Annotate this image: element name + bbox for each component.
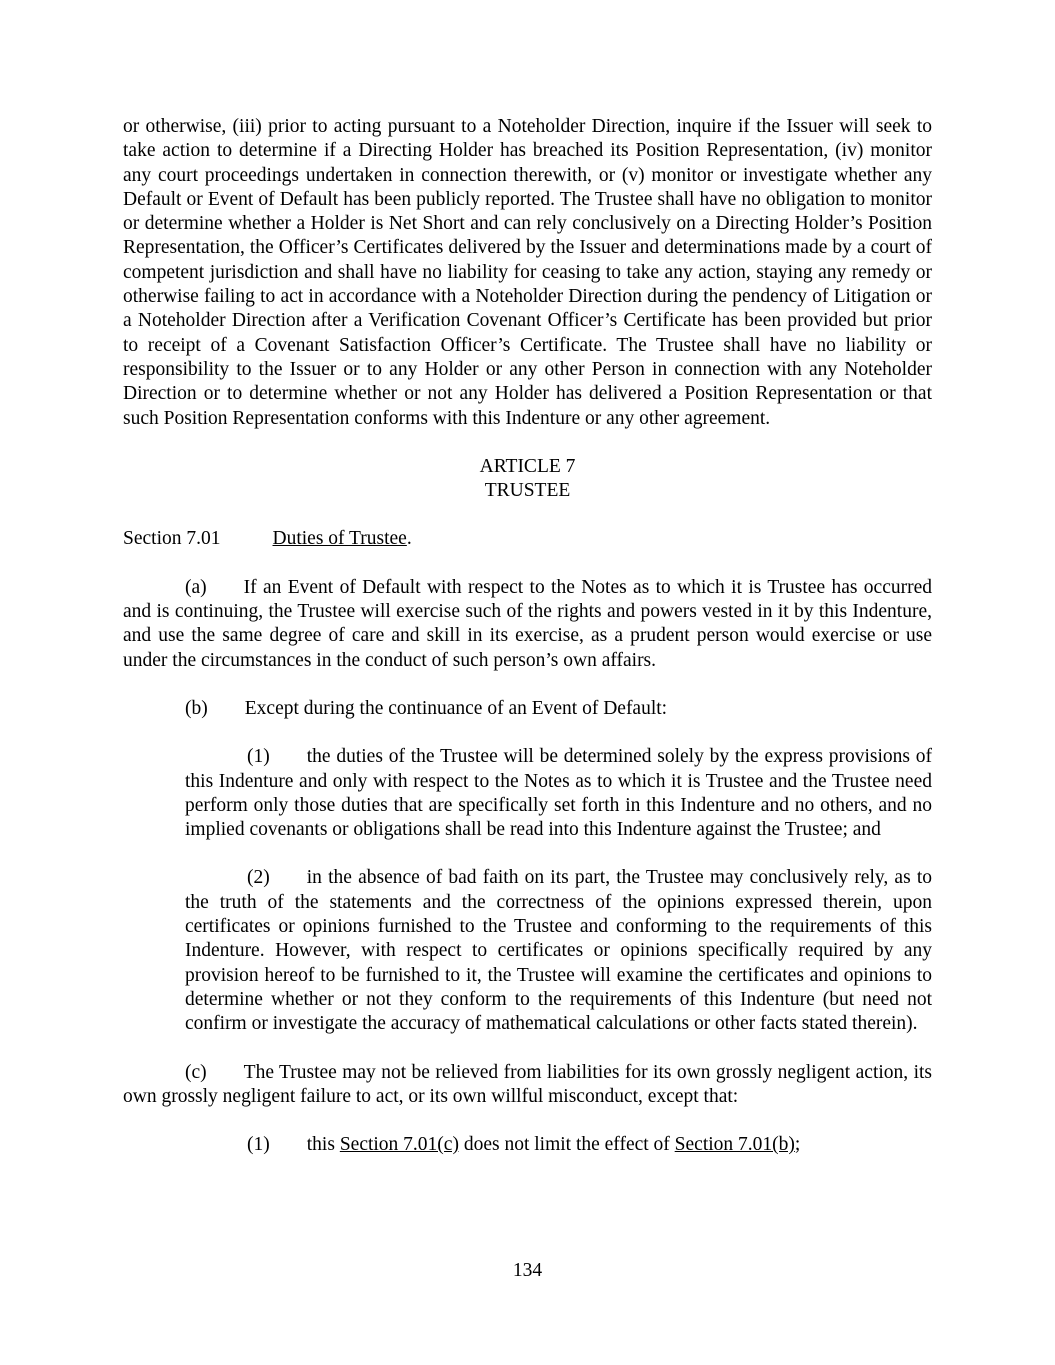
paragraph-b2 <box>185 866 932 1036</box>
paragraph-c1-text-middle: does not limit the effect of <box>458 1134 675 1156</box>
xref-section-701c-link[interactable]: Section 7.01(c) <box>339 1134 459 1156</box>
paragraph-b1-text: the duties of the Trustee will be determined solely by the express provisions of this Indenture and only with respect to the Notes as to which it is Trustee and the Trustee need perform only those duties that are specifically set forth in this Indenture and no others, and no implied covenants or obligations shall be read into this Indenture against the Trustee; and <box>185 746 932 841</box>
paragraph-a <box>123 576 932 673</box>
intro-paragraph: or otherwise, (iii) prior to acting pursuant to a Noteholder Direction, inquire if the Issuer will seek to take action to determine if a Directing Holder has breached its Position Representation, (iv) monitor any court proceedings undertaken in connection therewith, or (v) monitor or investigate whether any Default or Event of Default has been publicly reported. The Trustee shall have no obligation to monitor or determine whether a Holder is Net Short and can rely conclusively on a Directing Holder’s Position Representation, the Officer’s Certificates delivered by the Issuer and determinations made by a court of competent jurisdiction and shall have no liability for ceasing to take any action, staying any remedy or otherwise failing to act in accordance with a Noteholder Direction during the pendency of Litigation or a Noteholder Direction after a Verification Covenant Officer’s Certificate has been provided but prior to receipt of a Covenant Satisfaction Officer’s Certificate. The Trustee shall have no liability or responsibility to the Issuer or to any Holder or any other Person in connection with any Noteholder Direction or to determine whether or not any Holder has delivered a Position Representation or that such Position Representation conforms with this Indenture or any other agreement. <box>123 116 932 429</box>
paragraph-b1 <box>185 745 932 842</box>
paragraph-c1-label: (1) <box>247 1134 270 1156</box>
page-number: 134 <box>512 1259 543 1281</box>
paragraph-b-label: (b) <box>185 697 208 719</box>
paragraph-a-text: If an Event of Default with respect to the Notes as to which it is Trustee has occurred and is continuing, the Trustee will exercise such of the rights and powers vested in it by this Indenture, and use the same degree of care and skill in its exercise, as a prudent person would exercise or use under the circumstances in the conduct of such person’s own affairs. <box>123 576 932 671</box>
section-701-title-period: . <box>406 528 412 550</box>
section-701-title: Duties of Trustee <box>272 528 407 550</box>
article-subheading: TRUSTEE <box>484 480 571 502</box>
paragraph-c1-text-before: this <box>306 1134 340 1156</box>
paragraph-c-text: The Trustee may not be relieved from liabilities for its own grossly negligent action, its own grossly negligent failure to act, or its own willful misconduct, except that: <box>123 1061 932 1107</box>
paragraph-b1-label: (1) <box>247 746 270 768</box>
paragraph-b-text: Except during the continuance of an Event of Default: <box>244 697 668 719</box>
paragraph-c <box>123 1061 932 1110</box>
paragraph-a-label: (a) <box>185 576 207 598</box>
paragraph-b2-text: in the absence of bad faith on its part, the Trustee may conclusively rely, as to the truth of the statements and the correctness of the opinions expressed therein, upon certificates or opinions furnished to the Trustee and conforming to the requirements of this Indenture. However, with respect to certificates or opinions specifically required by any provision hereof to be furnished to it, the Trustee will examine the certificates and opinions to determine whether or not they conform to the requirements of this Indenture (but need not confirm or investigate the accuracy of mathematical calculations or other facts stated therein). <box>185 867 932 1035</box>
paragraph-b <box>123 697 932 721</box>
xref-section-701b-link[interactable]: Section 7.01(b) <box>674 1134 795 1156</box>
paragraph-c1 <box>185 1133 932 1157</box>
section-701-number: Section 7.01 <box>123 528 221 550</box>
article-heading-block <box>123 455 932 504</box>
paragraph-b2-label: (2) <box>247 867 270 889</box>
article-heading: ARTICLE 7 <box>479 455 576 477</box>
paragraph-c-label: (c) <box>185 1061 207 1083</box>
section-701-heading <box>123 527 932 551</box>
paragraph-c1-text-after: ; <box>794 1134 801 1156</box>
